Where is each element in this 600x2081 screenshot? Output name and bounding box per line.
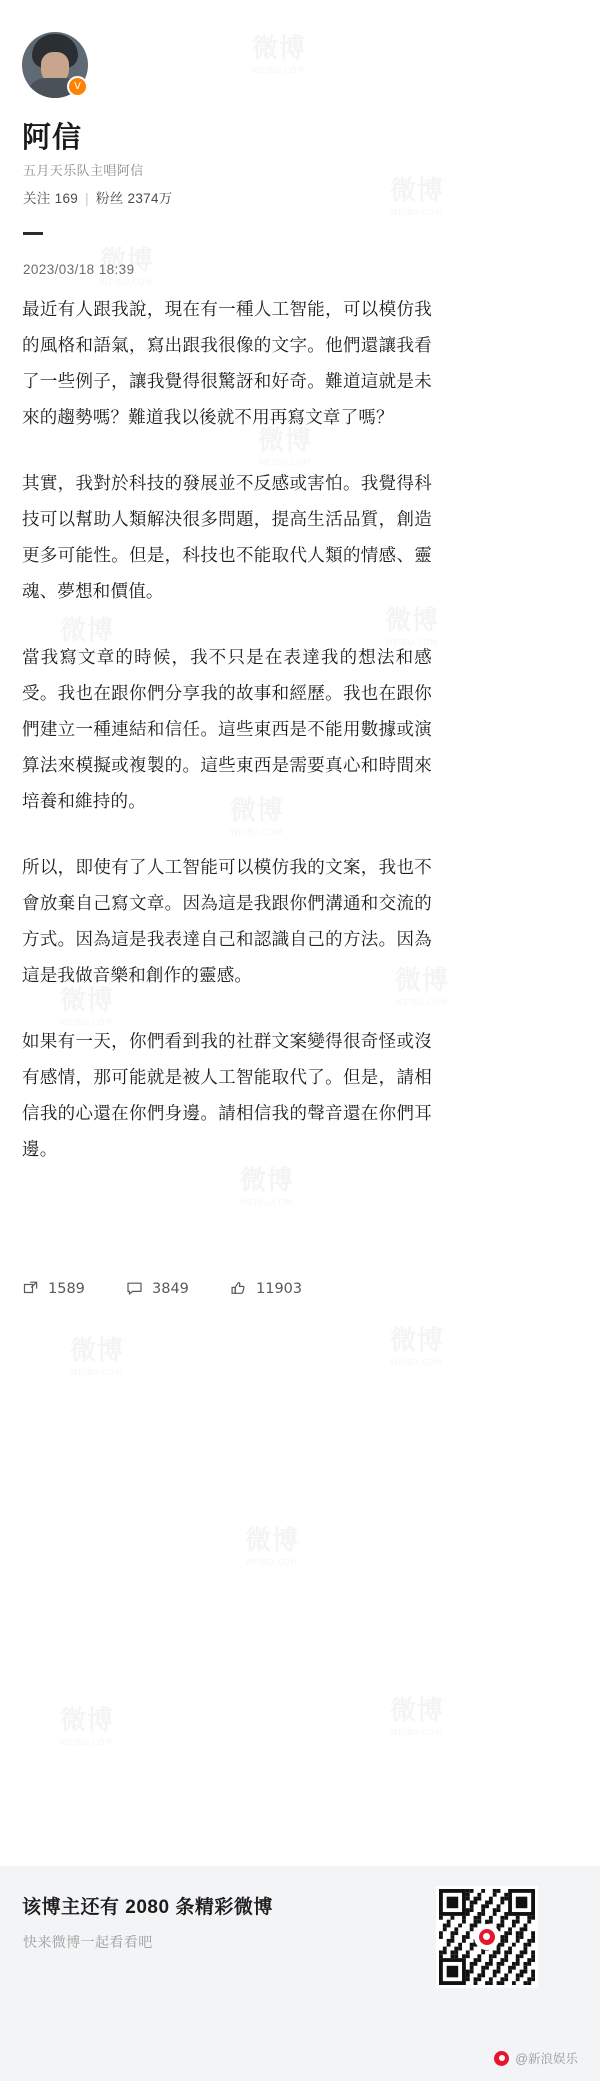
like-button[interactable] [230,1280,334,1297]
watermark [390,1690,444,1737]
following-count[interactable]: 关注 169 [23,191,79,206]
repost-button[interactable] [22,1280,126,1297]
post-paragraph: 所以，即使有了人工智能可以模仿我的文案，我也不會放棄自己寫文章。因為這是我跟你們溝通和交流的方式。因為這是我表達自己和認識自己的方法。因為這是我做音樂和創作的靈感。 [22,858,432,986]
promo-title: 该博主还有 2080 条精彩微博 [22,1897,273,1918]
avatar[interactable] [22,32,88,98]
watermark [70,1330,124,1377]
post-content [22,292,432,1198]
comment-button[interactable] [126,1280,230,1297]
repost-count: 1589 [48,1280,85,1297]
post-action-bar [22,1280,442,1297]
post-paragraph: 當我寫文章的時候，我不只是在表達我的想法和感受。我也在跟你們分享我的故事和經歷。我也在跟你們建立一種連結和信任。這些東西是不能用數據或演算法來模擬或複製的。這些東西是需要真心和時間來培養和維持的。 [22,648,432,812]
profile-bio: 五月天乐队主唱阿信 [23,163,144,178]
watermark [252,28,306,75]
verified-badge-icon: V [67,76,88,97]
like-count: 11903 [256,1280,303,1297]
page-title: 阿信 [22,122,83,154]
watermark [60,1700,114,1747]
post-paragraph: 如果有一天，你們看到我的社群文案變得很奇怪或沒有感情，那可能就是被人工智能取代了。但是，請相信我的心還在你們身邊。請相信我的聲音還在你們耳邊。 [22,1032,432,1160]
comment-icon [126,1280,143,1297]
post-paragraph: 其實，我對於科技的發展並不反感或害怕。我覺得科技可以幫助人類解決很多問題，提高生活品質，創造更多可能性。但是，科技也不能取代人類的情感、靈魂、夢想和價值。 [22,474,432,602]
weibo-logo-icon [474,1924,500,1950]
divider [23,232,43,235]
comment-count: 3849 [152,1280,189,1297]
followers-count[interactable]: 粉丝 2374万 [95,191,173,206]
qr-code-icon[interactable] [436,1886,538,1988]
watermark [390,170,444,217]
watermark [390,1320,444,1367]
watermark [245,1520,299,1567]
post-paragraph: 最近有人跟我說，現在有一種人工智能，可以模仿我的風格和語氣，寫出跟我很像的文字。他們還讓我看了一些例子，讓我覺得很驚訝和好奇。難道這就是未來的趨勢嗎？難道我以後就不用再寫文章了嗎？ [22,300,432,428]
repost-icon [22,1280,39,1297]
stats-separator: | [85,191,89,206]
promo-subtitle: 快来微博一起看看吧 [23,1934,153,1950]
brand-credit [494,2049,578,2067]
brand-label: @新浪娱乐 [515,2052,578,2066]
footer-promo [0,1866,600,2081]
like-icon [230,1280,247,1297]
weibo-logo-icon [494,2051,509,2066]
profile-stats [23,187,173,207]
post-timestamp: 2023/03/18 18:39 [23,262,135,277]
